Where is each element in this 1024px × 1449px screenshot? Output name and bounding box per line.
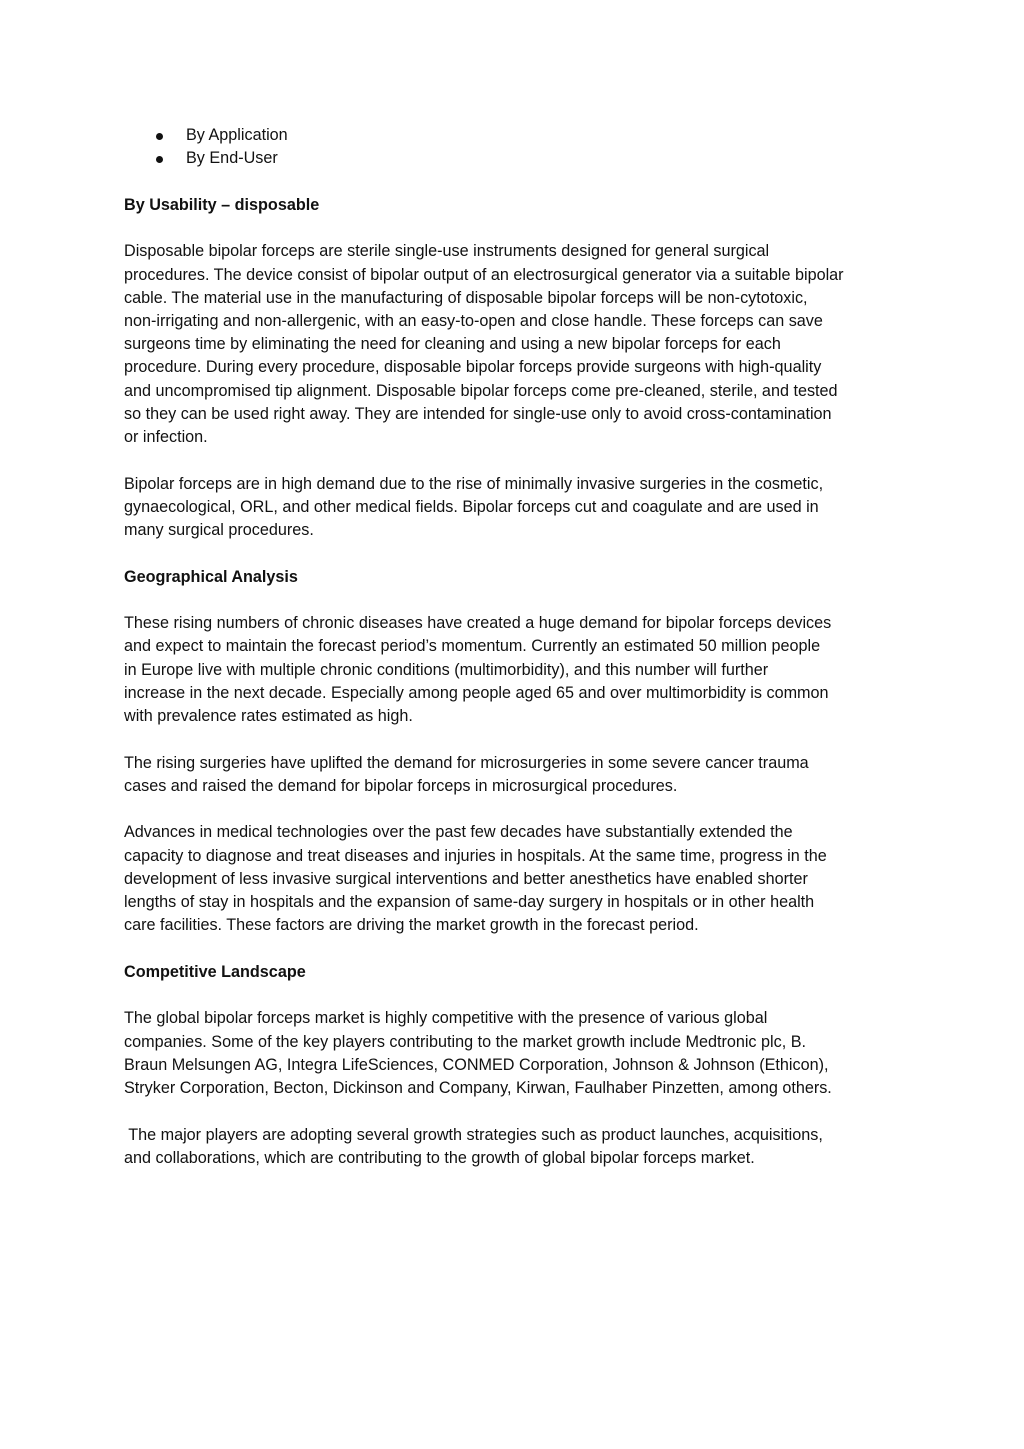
text-line: cable. The material use in the manufacturing of disposable bipolar forceps will be non-cytotoxic, <box>124 288 808 307</box>
text-line: Advances in medical technologies over the past few decades have substantially extended the <box>124 823 793 842</box>
paragraph <box>124 1007 914 1100</box>
text-line: procedures. The device consist of bipolar output of an electrosurgical generator via a suitable bipolar <box>124 265 844 284</box>
text-line: Braun Melsungen AG, Integra LifeSciences, CONMED Corporation, Johnson & Johnson (Ethicon), <box>124 1055 829 1074</box>
section-heading: Competitive Landscape <box>124 962 306 981</box>
text-line: surgeons time by eliminating the need for cleaning and using a new bipolar forceps for each <box>124 335 781 354</box>
text-line: non-irrigating and non-allergenic, with an easy-to-open and close handle. These forceps can save <box>124 311 823 330</box>
bullet-icon <box>156 156 163 163</box>
list-item <box>124 124 914 147</box>
text-line: Stryker Corporation, Becton, Dickinson and Company, Kirwan, Faulhaber Pinzetten, among others. <box>124 1078 832 1097</box>
text-line: lengths of stay in hospitals and the expansion of same-day surgery in hospitals or in other health <box>124 892 815 911</box>
paragraph <box>124 473 914 543</box>
text-line: in Europe live with multiple chronic conditions (multimorbidity), and this number will further <box>124 660 769 679</box>
list-item-text: By End-User <box>186 149 278 168</box>
paragraph <box>124 240 914 449</box>
bullet-icon <box>156 133 163 140</box>
text-line: with prevalence rates estimated as high. <box>124 706 413 725</box>
text-line: and collaborations, which are contributing to the growth of global bipolar forceps market. <box>124 1148 755 1167</box>
text-line: cases and raised the demand for bipolar forceps in microsurgical procedures. <box>124 776 678 795</box>
document-page <box>124 124 914 1170</box>
segment-list <box>124 124 914 170</box>
text-line: or infection. <box>124 427 208 446</box>
paragraph <box>124 752 914 798</box>
paragraph <box>124 1124 914 1170</box>
section-heading: Geographical Analysis <box>124 567 298 586</box>
text-line: increase in the next decade. Especially among people aged 65 and over multimorbidity is common <box>124 683 829 702</box>
section-heading: By Usability – disposable <box>124 195 320 214</box>
text-line: so they can be used right away. They are intended for single-use only to avoid cross-contamination <box>124 404 832 423</box>
text-line: and expect to maintain the forecast period’s momentum. Currently an estimated 50 million people <box>124 637 821 656</box>
text-line: development of less invasive surgical interventions and better anesthetics have enabled shorter <box>124 869 808 888</box>
text-line: capacity to diagnose and treat diseases and injuries in hospitals. At the same time, progress in the <box>124 846 827 865</box>
text-line: gynaecological, ORL, and other medical fields. Bipolar forceps cut and coagulate and are used in <box>124 497 819 516</box>
text-line: many surgical procedures. <box>124 520 314 539</box>
text-line: Bipolar forceps are in high demand due to the rise of minimally invasive surgeries in the cosmetic, <box>124 474 824 493</box>
paragraph <box>124 612 914 728</box>
text-line: procedure. During every procedure, disposable bipolar forceps provide surgeons with high-quality <box>124 358 822 377</box>
text-line: The global bipolar forceps market is highly competitive with the presence of various global <box>124 1009 768 1028</box>
text-line: companies. Some of the key players contributing to the market growth include Medtronic plc, B. <box>124 1032 807 1051</box>
paragraph <box>124 821 914 937</box>
text-line: These rising numbers of chronic diseases have created a huge demand for bipolar forceps devices <box>124 614 832 633</box>
text-line: care facilities. These factors are driving the market growth in the forecast period. <box>124 916 699 935</box>
text-line: Disposable bipolar forceps are sterile single-use instruments designed for general surgical <box>124 242 770 261</box>
text-line: and uncompromised tip alignment. Disposable bipolar forceps come pre-cleaned, sterile, and tested <box>124 381 838 400</box>
list-item <box>124 147 914 170</box>
text-line: The rising surgeries have uplifted the demand for microsurgeries in some severe cancer trauma <box>124 753 809 772</box>
text-line: The major players are adopting several growth strategies such as product launches, acquisitions, <box>124 1125 823 1144</box>
list-item-text: By Application <box>186 126 288 144</box>
